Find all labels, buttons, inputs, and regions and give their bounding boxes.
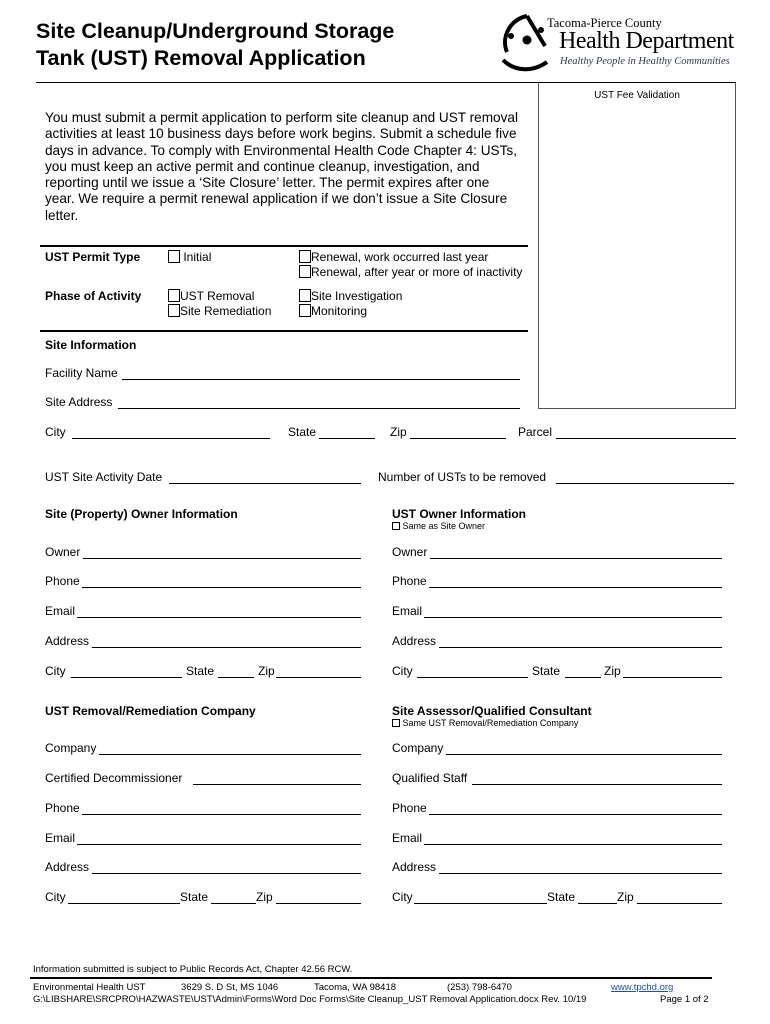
assessor-email-label: Email [392,831,423,845]
assessor-zip-label: Zip [617,890,634,904]
same-removal-company-option[interactable] [392,718,578,728]
footer-program: Environmental Health UST [33,982,146,993]
qualified-staff-label: Qualified Staff [392,771,468,785]
health-department-logo [497,12,553,74]
company-phone-label: Phone [45,801,80,815]
renewal-inactivity-option[interactable] [299,265,522,279]
owner-email-field[interactable] [77,617,361,618]
assessor-city-field[interactable] [414,903,547,904]
footer-rule [30,977,712,979]
site-state-field[interactable] [319,438,375,439]
certified-label: Certified Decommissioner [45,771,183,785]
site-remediation-checkbox[interactable] [168,304,180,317]
intro-paragraph: You must submit a permit application to perform site cleanup and UST removal activities at least 10 business days before work begins. Submit a schedule five days in advance. To comply with Environmental Health Code Chapter 4: USTs, you must keep an active permit and continue cleanup, investigation, and reporting until we issue a ‘Site Closure’ letter. The permit expires after one year. We require a permit renewal application if we don’t issue a Site Closure letter. [45,110,518,223]
fee-validation-label: UST Fee Validation [594,90,680,101]
company-label: Company [45,741,97,755]
facility-name-label: Facility Name [45,366,118,380]
footer-page-number: Page 1 of 2 [660,994,709,1005]
assessor-state-field[interactable] [578,903,617,904]
assessor-city-label: City [392,890,413,904]
ust-removal-option[interactable] [168,289,254,303]
owner-field[interactable] [83,558,361,559]
owner-city-field[interactable] [71,677,182,678]
company-address-field[interactable] [92,873,361,874]
owner-address-label: Address [45,634,90,648]
footer-website-link[interactable]: www.tpchd.org [611,982,674,993]
form-title-line2: Tank (UST) Removal Application [36,46,366,70]
ust-removal-label: UST Removal [180,289,255,303]
assessor-state-label: State [547,890,576,904]
assessor-company-label: Company [392,741,444,755]
company-zip-field[interactable] [276,903,361,904]
ust-owner-heading: UST Owner Information [392,507,527,521]
ust-owner-address-label: Address [392,634,437,648]
assessor-address-field[interactable] [439,873,722,874]
ust-owner-phone-label: Phone [392,574,427,588]
company-phone-field[interactable] [82,814,361,815]
company-state-label: State [180,890,209,904]
owner-city-label: City [45,664,66,678]
renewal-inactivity-label: Renewal, after year or more of inactivity [311,265,523,279]
ust-owner-label: Owner [392,545,428,559]
form-title [36,18,394,72]
certified-field[interactable] [193,784,361,785]
ust-owner-city-field[interactable] [417,677,528,678]
owner-phone-label: Phone [45,574,80,588]
monitoring-label: Monitoring [311,304,368,318]
site-city-field[interactable] [72,438,270,439]
footer-file-path: G:\LIBSHARE\SRCPRO\HAZWASTE\UST\Admin\Forms\Word Doc Forms\Site Cleanup_UST Removal Application.docx Rev. 10/19 [33,994,587,1005]
num-usts-field[interactable] [556,483,734,484]
owner-zip-label: Zip [258,664,275,678]
initial-checkbox[interactable] [168,250,180,263]
activity-date-field[interactable] [169,483,361,484]
ust-owner-zip-field[interactable] [623,677,722,678]
phase-label: Phase of Activity [45,289,142,303]
initial-option[interactable] [168,250,211,264]
ust-owner-state-label: State [532,664,561,678]
renewal-last-year-checkbox[interactable] [299,250,311,263]
assessor-phone-field[interactable] [429,814,722,815]
renewal-last-year-label: Renewal, work occurred last year [311,250,489,264]
renewal-last-year-option[interactable] [299,250,488,264]
site-owner-heading: Site (Property) Owner Information [45,507,238,521]
ust-owner-email-label: Email [392,604,423,618]
site-zip-field[interactable] [410,438,506,439]
activity-date-label: UST Site Activity Date [45,470,163,484]
initial-label: Initial [183,250,212,264]
site-investigation-checkbox[interactable] [299,289,311,302]
same-as-site-owner-option[interactable] [392,521,485,531]
ust-owner-city-label: City [392,664,413,678]
ust-owner-field[interactable] [430,558,722,559]
public-records-note: Information submitted is subject to Public Records Act, Chapter 42.56 RCW. [33,964,353,975]
same-removal-company-checkbox[interactable] [392,719,400,727]
site-investigation-label: Site Investigation [311,289,403,303]
site-address-field[interactable] [118,408,520,409]
site-remediation-label: Site Remediation [180,304,272,318]
owner-state-label: State [186,664,215,678]
org-name: Tacoma-Pierce County [547,16,662,30]
fee-validation-box [538,83,736,409]
ust-owner-phone-field[interactable] [429,587,722,588]
footer-address: 3629 S. D St, MS 1046 [181,982,279,993]
site-state-label: State [288,425,317,439]
section-rule [40,330,528,332]
qualified-staff-field[interactable] [472,784,722,785]
parcel-field[interactable] [556,438,736,439]
same-as-site-owner-checkbox[interactable] [392,522,400,530]
ust-owner-state-field[interactable] [565,677,601,678]
company-address-label: Address [45,860,90,874]
company-heading: UST Removal/Remediation Company [45,704,256,718]
company-city-field[interactable] [68,903,180,904]
site-investigation-option[interactable] [299,289,402,303]
assessor-company-field[interactable] [446,754,722,755]
section-rule [40,245,528,247]
ust-owner-email-field[interactable] [424,617,722,618]
site-city-label: City [45,425,66,439]
owner-state-field[interactable] [218,677,254,678]
parcel-label: Parcel [518,425,553,439]
assessor-zip-field[interactable] [637,903,722,904]
permit-type-label: UST Permit Type [45,250,141,264]
assessor-phone-label: Phone [392,801,427,815]
company-field[interactable] [99,754,361,755]
company-zip-label: Zip [256,890,273,904]
form-title-line1: Site Cleanup/Underground Storage [36,19,395,43]
tagline: Healthy People in Healthy Communities [560,56,730,67]
company-state-field[interactable] [211,903,256,904]
dept-name: Health Department [559,28,734,54]
same-as-site-owner-label: Same as Site Owner [402,521,486,531]
company-email-label: Email [45,831,76,845]
monitoring-option[interactable] [299,304,367,318]
company-email-field[interactable] [77,844,361,845]
owner-address-field[interactable] [92,647,361,648]
company-city-label: City [45,890,66,904]
owner-phone-field[interactable] [82,587,361,588]
ust-owner-zip-label: Zip [604,664,621,678]
facility-name-field[interactable] [122,379,520,380]
owner-email-label: Email [45,604,76,618]
assessor-heading: Site Assessor/Qualified Consultant [392,704,592,718]
same-removal-company-label: Same UST Removal/Remediation Company [402,718,579,728]
ust-removal-checkbox[interactable] [168,289,180,302]
ust-owner-address-field[interactable] [439,647,722,648]
num-usts-label: Number of USTs to be removed [378,470,547,484]
assessor-email-field[interactable] [424,844,722,845]
footer-phone: (253) 798-6470 [447,982,512,993]
assessor-address-label: Address [392,860,437,874]
footer-city: Tacoma, WA 98418 [314,982,397,993]
site-zip-label: Zip [390,425,407,439]
monitoring-checkbox[interactable] [299,304,311,317]
owner-zip-field[interactable] [276,677,361,678]
owner-label: Owner [45,545,81,559]
renewal-inactivity-checkbox[interactable] [299,265,311,278]
site-address-label: Site Address [45,395,113,409]
site-info-heading: Site Information [45,338,137,352]
site-remediation-option[interactable] [168,304,271,318]
